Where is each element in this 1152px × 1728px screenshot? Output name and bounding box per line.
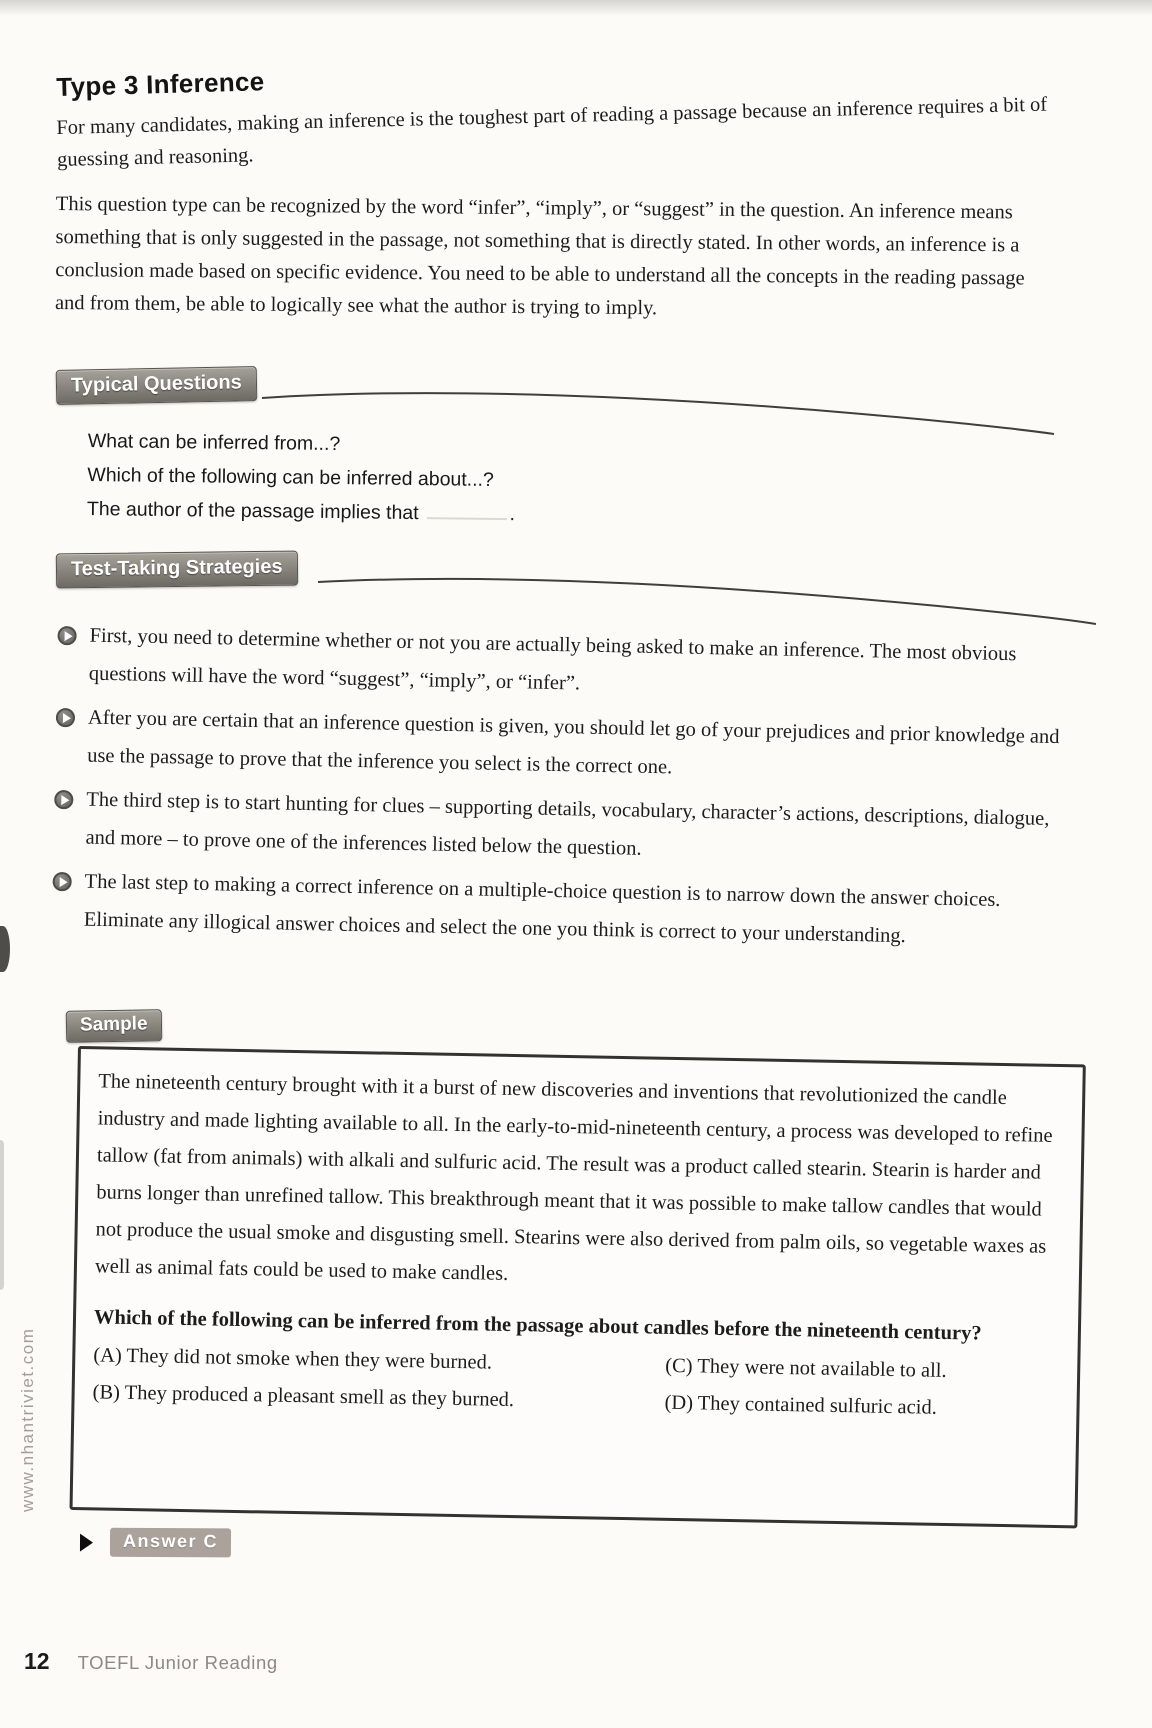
- sample-heading: Sample: [79, 1013, 148, 1036]
- strategy-item: The third step is to start hunting for clues – supporting details, vocabulary, character’s actions, descriptions, dialogue, and more – to prove one of the inferences listed below the question.: [53, 780, 1062, 876]
- strategy-item: The last step to making a correct inference on a multiple-choice question is to narrow down the answer choices. Eliminate any illogical answer choices and select the one you think is correct to your understanding.: [52, 862, 1061, 958]
- typical-questions-badge: [56, 366, 257, 405]
- typical-question-item: What can be inferred from...?: [87, 429, 341, 456]
- watermark: www.nhantriviet.com: [18, 1327, 37, 1512]
- play-bullet-icon: [54, 790, 73, 809]
- book-title: TOEFL Junior Reading: [77, 1652, 278, 1673]
- answer-pointer-icon: [80, 1533, 93, 1551]
- strategies-heading: Test-Taking Strategies: [70, 555, 283, 581]
- sample-badge: [66, 1009, 162, 1043]
- page-title: Type 3 Inference: [56, 66, 265, 102]
- answer-choice-c: (C) They were not available to all.: [665, 1354, 947, 1382]
- answer-choice-b: (B) They produced a pleasant smell as they burned.: [92, 1381, 515, 1412]
- play-bullet-icon: [52, 872, 71, 891]
- answer-choice-d: (D) They contained sulfuric acid.: [664, 1391, 938, 1419]
- section-divider-curve: [318, 568, 1096, 630]
- blank-line: [427, 502, 507, 520]
- play-bullet-icon: [57, 626, 76, 645]
- answer-badge: Answer C: [110, 1528, 231, 1558]
- sample-box: [69, 1046, 1085, 1528]
- scan-smudge-light: [0, 1140, 4, 1290]
- intro-paragraph-1: For many candidates, making an inference is the toughest part of reading a passage because an inference requires a bit of guessing and reasoning.: [56, 93, 1048, 171]
- answer-row: [80, 1528, 231, 1558]
- typical-questions-heading: Typical Questions: [70, 371, 242, 397]
- typical-questions-list: [87, 424, 988, 537]
- scan-shadow: [0, 0, 1152, 16]
- strategies-list: [51, 616, 1065, 964]
- typical-question-item: Which of the following can be inferred about...?: [87, 463, 494, 491]
- sample-passage: The nineteenth century brought with it a burst of new discoveries and inventions that revolutionized the candle industry and made lighting available to all. In the early-to-mid-nineteenth century, a process was developed to refine tallow (fat from animals) with alkali and sulfuric acid. The result was a product called stearin. Stearin is harder and burns longer than unrefined tallow. This breakthrough meant that it was possible to make tallow candles that would not produce the usual smoke and disgusting smell. Stearins were also derived from palm oils, so vegetable waxes as well as animal fats could be used to make candles.: [94, 1070, 1053, 1285]
- answer-choices: [92, 1344, 1063, 1436]
- answer-choice-a: (A) They did not smoke when they were burned.: [93, 1344, 493, 1374]
- typical-question-item: The author of the passage implies that .: [86, 497, 516, 526]
- intro-paragraph-2: This question type can be recognized by the word “infer”, “imply”, or “suggest” in the question. An inference means something that is only suggested in the passage, not something that is directly stated. In other words, an inference is a conclusion made based on specific evidence. You need to be able to understand all the concepts in the reading passage and from them, be able to logically see what the author is trying to imply.: [54, 192, 1025, 320]
- page-footer: [24, 1648, 278, 1675]
- sample-question: Which of the following can be inferred from the passage about candles before the nineteenth century?: [93, 1306, 982, 1345]
- page-number: 12: [24, 1648, 50, 1674]
- strategy-item: After you are certain that an inference question is given, you should let go of your prejudices and prior knowledge and use the passage to prove that the inference you select is the correct one.: [55, 698, 1064, 794]
- strategy-item: First, you need to determine whether or not you are actually being asked to make an inference. The most obvious questions will have the word “suggest”, “imply”, or “infer”.: [56, 616, 1065, 712]
- strategies-badge: [56, 551, 298, 589]
- scan-smudge: [0, 926, 10, 972]
- play-bullet-icon: [56, 708, 75, 727]
